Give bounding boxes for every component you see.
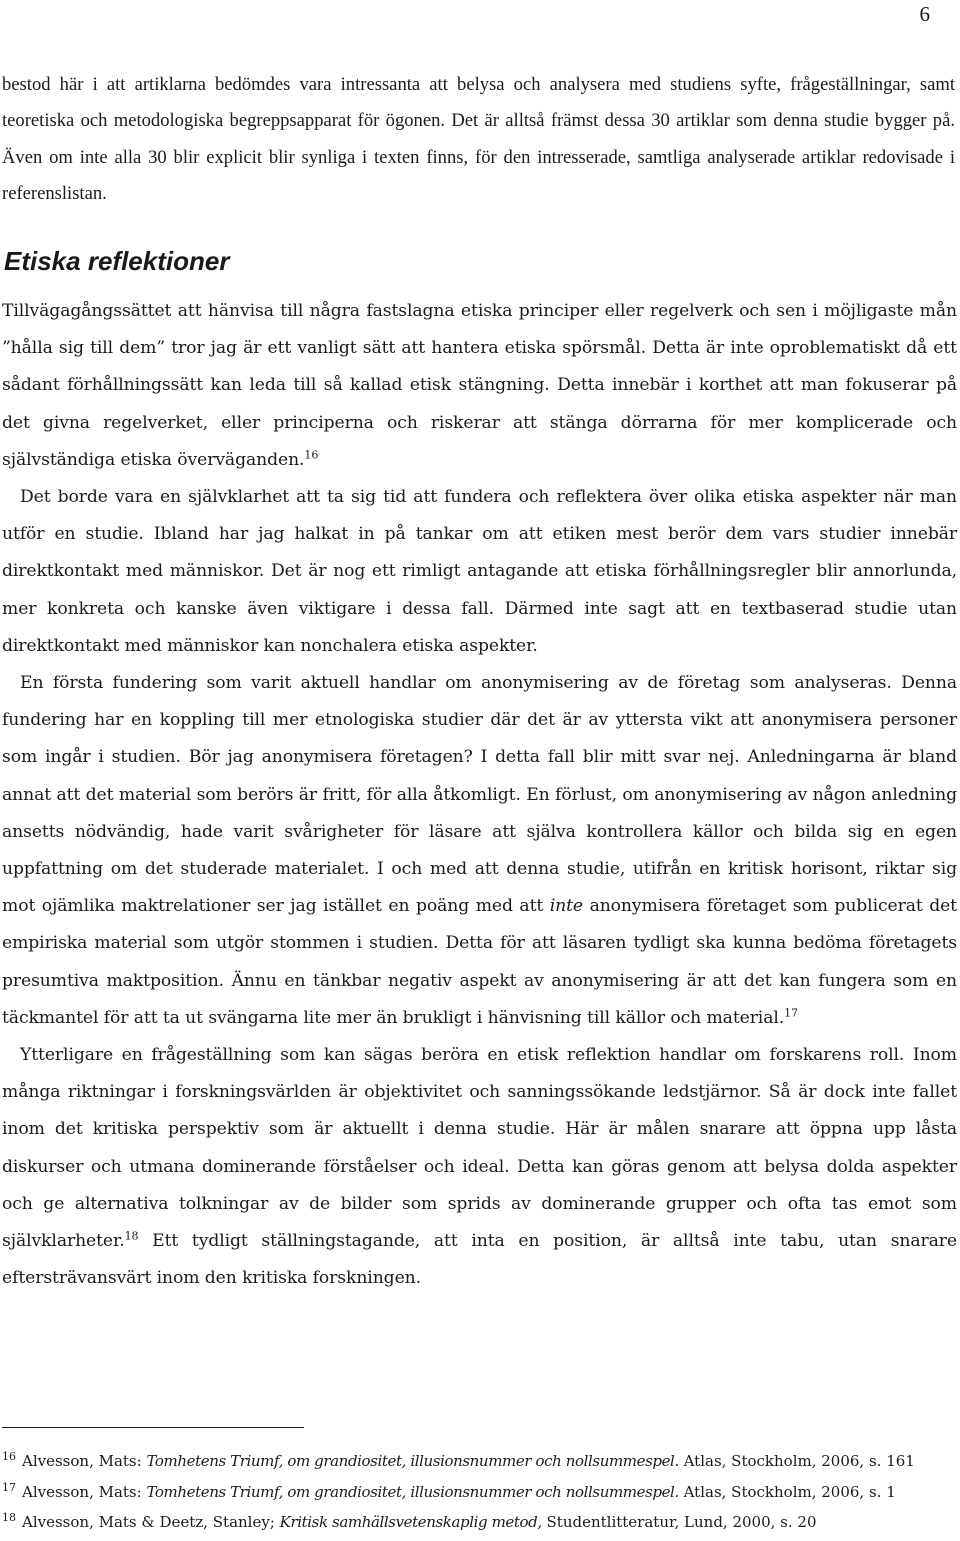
paragraph-text: Ytterligare en frågeställning som kan sägas beröra en etisk reflektion handlar om forskarens roll. Inom många riktningar i forskningsvärlden är objektivitet och sanningssökande ledstjärnor. Så är dock inte fallet inom det kritiska perspektiv som är aktuellt i denna studie. Här är målen snarare att öppna upp låsta diskurser och utmana dominerande förståelser och ideal. Detta kan göras genom att belysa dolda aspekter och ge alternativa tolkningar av de bilder som sprids av dominerande grupper och ofta tas emot som självklarheter. [2,1045,957,1252]
page-number: 6 [919,2,930,26]
paragraph [2,1037,957,1297]
footnote-title: Kritisk samhällsvetenskaplig metod, [279,1513,542,1531]
paragraph [2,293,957,479]
footnote-author: Alvesson, Mats: [22,1452,142,1470]
footnote-item [2,1446,957,1477]
paragraph-text: Tillvägagångssättet att hänvisa till några fastslagna etiska principer eller regelverk och sen i möjligaste mån ”hålla sig till dem” tror jag är ett vanligt sätt att hantera etiska spörsmål. Detta är inte oproblematiskt då ett sådant förhållningssätt kan leda till så kallad etisk stängning. Detta innebär i korthet att man fokuserar på det givna regelverket, eller principerna och riskerar att stänga dörrarna för mer komplicerade och självständiga etiska överväganden. [2,301,957,470]
paragraph-text: Ett tydligt ställningstagande, att inta en position, är alltså inte tabu, utan snarare eftersträvansvärt inom den kritiska forskningen. [2,1231,957,1289]
section-heading: Etiska reflektioner [4,246,230,276]
footnote-publisher: Atlas, Stockholm, 2006, s. 161 [683,1452,915,1470]
footnote-item [2,1507,957,1538]
emphasis: inte [549,896,583,917]
footnotes [2,1446,957,1538]
footnote-number: 18 [2,1511,16,1524]
paragraph [2,665,957,1037]
footnote-item [2,1477,957,1508]
paragraph-text: anonymisera företaget som publicerat det empiriska material som utgör stommen i studien. Detta för att läsaren tydligt ska kunna bedöma företagets presumtiva maktposition. Ännu en tänkbar negativ aspekt av anonymisering är att det kan fungera som en täckmantel för att ta ut svängarna lite mer än brukligt i hänvisning till källor och material. [2,896,957,1028]
footnote-author: Alvesson, Mats: [22,1482,142,1501]
footnote-publisher: Atlas, Stockholm, 2006, s. 1 [683,1482,896,1501]
footnote-title: Tomhetens Triumf, om grandiositet, illusionsnummer och nollsummespel. [146,1452,679,1470]
paragraph-text: Det borde vara en självklarhet att ta sig tid att fundera och reflektera över olika etiska aspekter när man utför en studie. Ibland har jag halkat in på tankar om att etiken mest berör dem vars studier innebär direktkontakt med människor. Det är nog ett rimligt antagande att etiska förhållningsregler blir annorlunda, mer konkreta och kanske även viktigare i dessa fall. Därmed inte sagt att en textbaserad studie utan direktkontakt med människor kan nonchalera etiska aspekter. [2,487,957,656]
intro-paragraph: bestod här i att artiklarna bedömdes vara intressanta att belysa och analysera med studiens syfte, frågeställningar, samt teoretiska och metodologiska begreppsapparat för ögonen. Det är alltså främst dessa 30 artiklar som denna studie bygger på. Även om inte alla 30 blir explicit blir synliga i texten finns, för den intresserade, samtliga analyserade artiklar redovisade i referenslistan. [2,74,955,205]
footnote-ref[interactable]: 18 [124,1229,139,1243]
paragraph [2,479,957,665]
footnote-title: Tomhetens Triumf, om grandiositet, illusionsnummer och nollsummespel. [146,1482,679,1501]
footnote-number: 17 [2,1480,16,1494]
footnote-divider [2,1427,304,1428]
footnote-publisher: Studentlitteratur, Lund, 2000, s. 20 [546,1513,817,1531]
footnote-author: Alvesson, Mats & Deetz, Stanley; [22,1513,275,1531]
section-body [2,293,957,1297]
footnote-ref[interactable]: 17 [784,1006,798,1020]
paragraph-text: En första fundering som varit aktuell handlar om anonymisering av de företag som analyseras. Denna fundering har en koppling till mer etnologiska studier där det är av yttersta vikt att anonymisera personer som ingår i studien. Bör jag anonymisera företagen? I detta fall blir mitt svar nej. Anledningarna är bland annat att det material som berörs är fritt, för alla åtkomligt. En förlust, om anonymisering av någon anledning ansetts nödvändig, hade varit svårigheter för läsare att själva kontrollera källor och bilda sig en egen uppfattning om det studerade materialet. I och med att denna studie, utifrån en kritisk horisont, riktar sig mot ojämlika maktrelationer ser jag istället en poäng med att [2,673,957,917]
footnote-number: 16 [2,1450,16,1463]
footnote-ref[interactable]: 16 [304,448,319,462]
